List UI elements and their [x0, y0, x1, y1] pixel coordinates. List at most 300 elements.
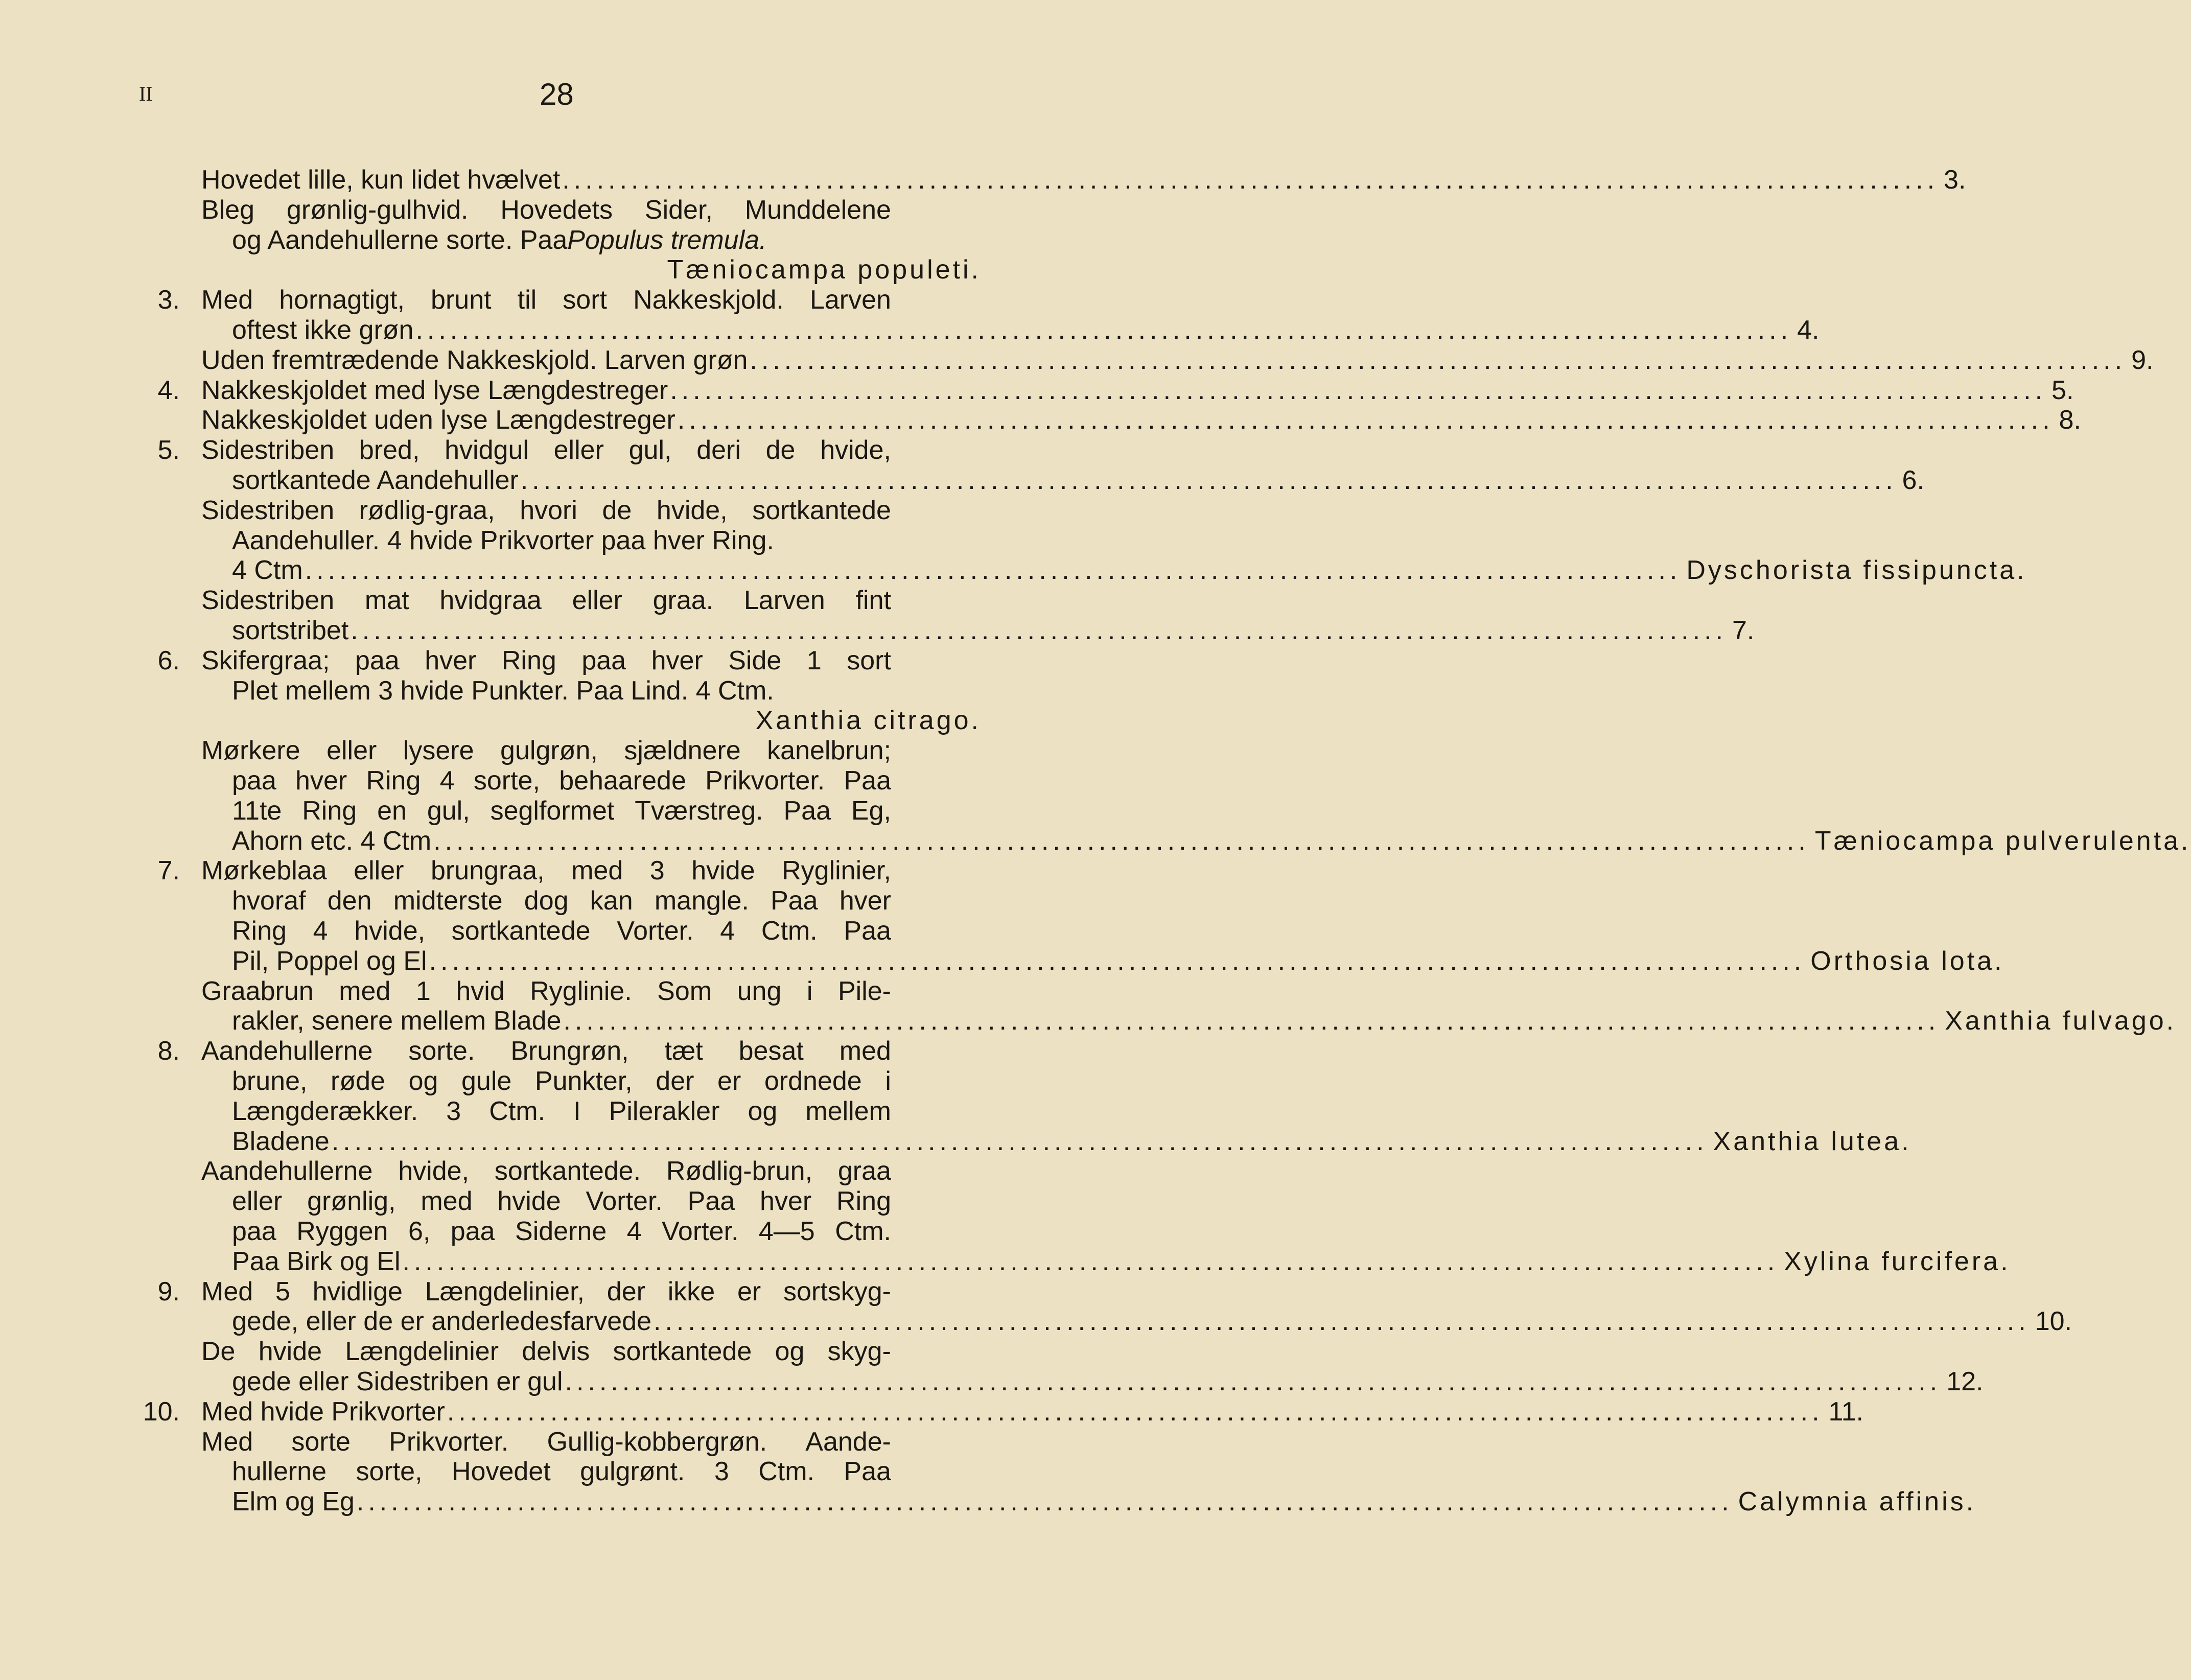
text-segment: Plet mellem 3 hvide Punkter. Paa Lind. 4 Ctm.: [232, 675, 774, 706]
line-text: [232, 946, 2004, 976]
line-text: [201, 645, 891, 676]
word: mellem: [805, 1096, 891, 1126]
leader-dots: ........................................................................................................................: [565, 1367, 1942, 1396]
word: eller: [354, 856, 404, 886]
signature-mark: II: [139, 82, 153, 105]
line-text: [201, 1396, 1863, 1427]
word: Side: [728, 645, 782, 675]
word: gul,: [427, 796, 470, 826]
leader-dots: ........................................................................................................................: [447, 1396, 1824, 1427]
word: sjældnere: [624, 736, 741, 766]
word: 11te: [232, 796, 282, 826]
word: Med: [201, 1276, 253, 1306]
leader-dots: ........................................................................................................................: [520, 465, 1897, 495]
word: hver: [295, 766, 347, 796]
leader-dots: ........................................................................................................................: [331, 1126, 1708, 1156]
word: Larven: [743, 586, 825, 616]
text-line: [0, 1486, 1976, 1517]
text-line: [0, 1366, 1984, 1397]
entry-number: 4.: [157, 375, 180, 405]
text-line: [0, 1306, 2072, 1337]
text-line: [0, 465, 1924, 496]
reference-number: 11.: [1828, 1396, 1863, 1427]
text-line: [0, 1126, 1912, 1157]
word: Graabrun: [201, 976, 314, 1006]
word: Siderne: [515, 1217, 607, 1246]
word: Paa: [783, 796, 831, 826]
text-line: [0, 735, 1085, 766]
word: Sidestriben: [201, 586, 335, 616]
line-text: [201, 1036, 891, 1066]
species-name: Calymnia affinis.: [1738, 1487, 1976, 1517]
line-text: [201, 435, 891, 465]
line-text: [232, 796, 891, 826]
word: Længderækker.: [232, 1096, 418, 1126]
line-text: [201, 735, 891, 766]
word: bred,: [359, 435, 420, 465]
reference-number: 6.: [1902, 465, 1924, 495]
word: 5: [275, 1276, 290, 1306]
word: hvide,: [398, 1156, 470, 1186]
word: Larven: [809, 285, 891, 315]
word: hver: [839, 886, 891, 916]
reference-number: 4.: [1797, 315, 1820, 345]
line-text: [232, 1246, 2011, 1277]
word: 6,: [408, 1217, 431, 1246]
line-text: [232, 1306, 2072, 1337]
text-segment: Nakkeskjoldet med lyse Længdestreger: [201, 375, 668, 405]
word: brune,: [232, 1066, 308, 1096]
leader-dots: ........................................................................................................................: [677, 405, 2054, 435]
reference-number: 5.: [2052, 375, 2074, 405]
word: Som: [657, 976, 712, 1006]
text-line: [0, 285, 1085, 315]
text-line: [0, 645, 1085, 676]
word: sort: [847, 645, 891, 675]
species-name: Xanthia citrago.: [755, 706, 981, 736]
line-text: [201, 1276, 891, 1307]
word: 1: [415, 976, 431, 1006]
word: brunt: [431, 285, 492, 315]
word: de: [765, 435, 796, 465]
word: De: [201, 1337, 236, 1367]
text-segment: gede, eller de er anderledesfarvede: [232, 1306, 652, 1337]
line-text: [232, 1006, 2177, 1036]
line-text: [201, 195, 891, 225]
reference-number: 3.: [1944, 165, 1966, 195]
leader-dots: ........................................................................................................................: [351, 616, 1727, 645]
word: mat: [364, 586, 409, 616]
text-line: [0, 1456, 1085, 1487]
text-line: [0, 1006, 2177, 1036]
word: en: [377, 796, 407, 826]
word: sortkantede: [752, 495, 891, 525]
word: ung: [737, 976, 782, 1006]
word: eller: [232, 1186, 283, 1217]
word: er: [737, 1276, 761, 1306]
line-text: [232, 916, 891, 946]
line-text: [232, 1186, 891, 1217]
text-line: [0, 254, 1085, 285]
text-line: [0, 1096, 1085, 1127]
word: Bleg: [201, 195, 255, 225]
leader-dots: ........................................................................................................................: [415, 315, 1792, 345]
reference-number: 10.: [2035, 1306, 2072, 1337]
word: tæt: [664, 1036, 703, 1066]
word: 3: [714, 1457, 729, 1487]
word: eller: [327, 736, 377, 766]
word: hvori: [520, 495, 577, 525]
reference-number: 8.: [2059, 405, 2081, 435]
word: brungraa,: [430, 856, 545, 886]
leader-dots: ........................................................................................................................: [356, 1487, 1733, 1517]
word: Ring: [501, 645, 556, 675]
word: graa: [837, 1156, 891, 1186]
line-text: [232, 1216, 891, 1247]
line-text: [201, 285, 891, 315]
word: sortkantede.: [494, 1156, 641, 1186]
word: og: [775, 1337, 805, 1367]
word: Sider,: [644, 195, 713, 225]
word: hvidgul: [445, 435, 529, 465]
line-text: [232, 765, 891, 796]
word: Med: [201, 1427, 253, 1457]
word: dog: [524, 886, 569, 916]
word: med: [571, 856, 623, 886]
word: besat: [738, 1036, 804, 1066]
word: Sidestriben: [201, 495, 335, 525]
leader-dots: ........................................................................................................................: [750, 345, 2127, 375]
word: hvide,: [820, 435, 891, 465]
word: sorte: [291, 1427, 351, 1457]
text-line: [0, 1186, 1085, 1217]
line-text: [201, 855, 891, 886]
word: hvide: [691, 856, 755, 886]
word: eller: [572, 586, 622, 616]
line-text: [201, 1156, 891, 1186]
reference-number: 12.: [1946, 1367, 1984, 1396]
word: Paa: [687, 1186, 735, 1217]
line-text: [232, 1126, 1912, 1157]
text-line: [0, 855, 1085, 886]
word: Ryglinie.: [530, 976, 632, 1006]
leader-dots: ........................................................................................................................: [562, 165, 1939, 195]
word: Ctm.: [835, 1217, 891, 1246]
text-line: [0, 705, 1085, 736]
entry-number: 7.: [157, 856, 180, 886]
text-line: [0, 1276, 1085, 1307]
word: fint: [855, 586, 891, 616]
line-text: [201, 1427, 891, 1457]
word: og: [408, 1066, 438, 1096]
word: Paa: [771, 886, 818, 916]
line-text: [232, 1486, 1976, 1517]
word: paa: [581, 645, 626, 675]
word: Munddelene: [744, 195, 891, 225]
species-name: Orthosia lota.: [1810, 946, 2004, 976]
word: sorte.: [408, 1036, 475, 1066]
word: i: [885, 1066, 891, 1096]
text-line: [0, 796, 1085, 826]
word: Paa: [844, 1457, 891, 1487]
word: midterste: [393, 886, 503, 916]
line-text: [201, 1336, 891, 1367]
text-segment: Aandehuller. 4 hvide Prikvorter paa hver Ring.: [232, 525, 774, 555]
word: 4: [626, 1217, 642, 1246]
word: Vorter.: [617, 916, 694, 946]
word: Hovedet: [452, 1457, 551, 1487]
reference-number: 7.: [1732, 616, 1755, 645]
text-line: [0, 585, 1085, 616]
line-text: [201, 585, 891, 616]
word: Ctm.: [758, 1457, 814, 1487]
word: eller: [553, 435, 604, 465]
word: lysere: [403, 736, 474, 766]
text-line: [0, 495, 1085, 526]
line-text: [232, 555, 2027, 586]
text-line: [0, 675, 1085, 706]
text-line: [0, 225, 1085, 255]
word: Mørkeblaa: [201, 856, 327, 886]
text-segment: Bladene: [232, 1126, 330, 1156]
line-text: [201, 375, 2074, 406]
word: seglformet: [490, 796, 615, 826]
word: hver: [760, 1186, 812, 1217]
word: hvidgraa: [439, 586, 542, 616]
text-line: [0, 1066, 1085, 1096]
word: til: [517, 285, 537, 315]
text-line: [0, 1216, 1085, 1247]
word: paa: [450, 1217, 495, 1246]
word: kan: [590, 886, 633, 916]
text-line: [0, 1336, 1085, 1367]
text-segment: gede eller Sidestriben er gul: [232, 1367, 563, 1396]
word: grønlig,: [307, 1186, 396, 1217]
word: med: [421, 1186, 473, 1217]
word: 3: [446, 1096, 461, 1126]
word: Prikvorter.: [705, 766, 825, 796]
word: hvoraf: [232, 886, 306, 916]
word: Længdelinier,: [425, 1276, 585, 1306]
word: Punkter,: [534, 1066, 633, 1096]
word: Ctm.: [761, 916, 818, 946]
word: 4—5: [758, 1217, 815, 1246]
word: mangle.: [654, 886, 749, 916]
word: hvide: [497, 1186, 561, 1217]
species-name: Xanthia lutea.: [1713, 1126, 1912, 1156]
line-text: [201, 345, 2154, 376]
text-segment: rakler, senere mellem Blade: [232, 1006, 562, 1036]
leader-dots: ........................................................................................................................: [429, 946, 1806, 976]
text-segment: Uden fremtrædende Nakkeskjold. Larven grøn: [201, 345, 748, 375]
word: Brungrøn,: [510, 1036, 629, 1066]
word: sortkantede: [613, 1337, 752, 1367]
text-line: [0, 1246, 2011, 1277]
line-text: [232, 315, 1820, 345]
reference-number: 9.: [2131, 345, 2154, 375]
line-text: [201, 495, 891, 526]
word: Pile-: [837, 976, 891, 1006]
word: hvide,: [354, 916, 426, 946]
word: der: [607, 1276, 645, 1306]
word: Prikvorter.: [389, 1427, 509, 1457]
italic-text: Populus tremula.: [567, 225, 767, 255]
text-line: [0, 976, 1085, 1007]
word: og: [748, 1096, 778, 1126]
word: hver: [651, 645, 703, 675]
word: sorte,: [473, 766, 540, 796]
word: sortskyg-: [783, 1276, 891, 1306]
word: den: [327, 886, 372, 916]
line-text: [232, 675, 774, 706]
text-line: [0, 916, 1085, 946]
species-name: Tæniocampa pulverulenta.: [1814, 826, 2191, 856]
text-line: [0, 765, 1085, 796]
line-text: [232, 1096, 891, 1127]
leader-dots: ........................................................................................................................: [563, 1006, 1940, 1036]
page-number: 28: [540, 77, 574, 111]
word: Skifergraa;: [201, 645, 330, 675]
text-segment: Elm og Eg: [232, 1487, 355, 1517]
leader-dots: ........................................................................................................................: [305, 555, 1682, 586]
word: hullerne: [232, 1457, 327, 1487]
word: Pilerakler: [609, 1096, 720, 1126]
text-line: [0, 315, 1820, 345]
line-text: [232, 826, 2191, 856]
line-text: [232, 885, 891, 916]
text-segment: Nakkeskjoldet uden lyse Længdestreger: [201, 405, 675, 435]
line-text: [232, 1066, 891, 1096]
word: hver: [425, 645, 477, 675]
entry-number: 5.: [157, 435, 180, 465]
word: paa: [232, 766, 276, 796]
word: Rødlig-brun,: [666, 1156, 813, 1186]
word: er: [717, 1066, 741, 1096]
word: Tværstreg.: [635, 796, 763, 826]
text-line: [0, 615, 1755, 646]
text-segment: sortkantede Aandehuller: [232, 465, 519, 495]
word: sortkantede: [451, 916, 591, 946]
text-line: [0, 1156, 1085, 1186]
text-line: [0, 375, 2074, 406]
word: med: [339, 976, 391, 1006]
entry-number: 3.: [157, 285, 180, 315]
word: Sidestriben: [201, 435, 335, 465]
word: gul,: [628, 435, 672, 465]
word: Paa: [844, 916, 891, 946]
word: Ryglinier,: [782, 856, 891, 886]
entry-number: 10.: [143, 1396, 180, 1427]
text-line: [0, 195, 1085, 225]
text-line: [0, 1036, 1085, 1066]
species-name: Dyschorista fissipuncta.: [1686, 555, 2027, 586]
line-text: [232, 615, 1755, 646]
word: Ring: [366, 766, 421, 796]
text-segment: Paa Birk og El: [232, 1246, 401, 1276]
word: grønlig-gulhvid.: [286, 195, 469, 225]
word: Aandehullerne: [201, 1036, 373, 1066]
word: deri: [696, 435, 741, 465]
text-line: [0, 345, 2154, 376]
line-text: [201, 165, 1966, 195]
word: Paa: [844, 766, 891, 796]
text-segment: Pil, Poppel og El: [232, 946, 427, 976]
line-text: [201, 976, 891, 1007]
word: gulgrøn,: [500, 736, 598, 766]
word: Nakkeskjold.: [633, 285, 784, 315]
text-line: [0, 1427, 1085, 1457]
line-text: [232, 1456, 891, 1487]
word: hvid: [456, 976, 505, 1006]
word: Ctm.: [489, 1096, 546, 1126]
word: 4: [439, 766, 455, 796]
leader-dots: ........................................................................................................................: [433, 826, 1810, 856]
text-line: [0, 165, 1966, 195]
species-name: Tæniocampa populeti.: [667, 255, 981, 285]
leader-dots: ........................................................................................................................: [670, 375, 2047, 405]
leader-dots: ........................................................................................................................: [402, 1246, 1779, 1276]
text-segment: oftest ikke grøn: [232, 315, 414, 345]
word: hvidlige: [312, 1276, 403, 1306]
word: paa: [232, 1217, 276, 1246]
word: Vorter.: [586, 1186, 663, 1217]
text-segment: og Aandehullerne sorte. Paa: [232, 225, 568, 255]
word: kanelbrun;: [767, 736, 891, 766]
line-text: [232, 465, 1924, 496]
text-segment: Ahorn etc. 4 Ctm: [232, 826, 432, 856]
line-text: [232, 225, 766, 255]
text-line: [0, 946, 2004, 976]
word: graa.: [652, 586, 714, 616]
word: Ring: [302, 796, 357, 826]
text-segment: Hovedet lille, kun lidet hvælvet: [201, 165, 561, 195]
word: paa: [355, 645, 400, 675]
word: Aande-: [805, 1427, 891, 1457]
word: med: [839, 1036, 891, 1066]
leader-dots: ........................................................................................................................: [654, 1306, 2030, 1337]
text-line: [0, 885, 1085, 916]
word: Eg,: [851, 796, 891, 826]
text-line: [0, 826, 2191, 856]
text-line: [0, 555, 2027, 586]
word: i: [806, 976, 813, 1006]
word: hornagtigt,: [279, 285, 405, 315]
word: rødlig-graa,: [359, 495, 495, 525]
word: gulgrønt.: [580, 1457, 685, 1487]
text-line: [0, 525, 1085, 556]
entry-number: 9.: [157, 1276, 180, 1306]
text-line: [0, 405, 2081, 435]
text-line: [0, 1396, 1863, 1427]
word: Aandehullerne: [201, 1156, 373, 1186]
word: I: [573, 1096, 581, 1126]
word: 4: [313, 916, 328, 946]
line-text: [232, 525, 774, 556]
word: Ring: [836, 1186, 891, 1217]
species-name: Xanthia fulvago.: [1945, 1006, 2177, 1036]
word: behaarede: [559, 766, 686, 796]
word: skyg-: [827, 1337, 891, 1367]
word: ordnede: [764, 1066, 862, 1096]
word: ikke: [667, 1276, 715, 1306]
word: hvide: [258, 1337, 322, 1367]
entry-number: 6.: [157, 645, 180, 675]
species-name: Xylina furcifera.: [1784, 1246, 2011, 1276]
word: Længdelinier: [345, 1337, 499, 1367]
text-segment: sortstribet: [232, 616, 349, 645]
line-text: [201, 405, 2081, 435]
word: 1: [806, 645, 822, 675]
